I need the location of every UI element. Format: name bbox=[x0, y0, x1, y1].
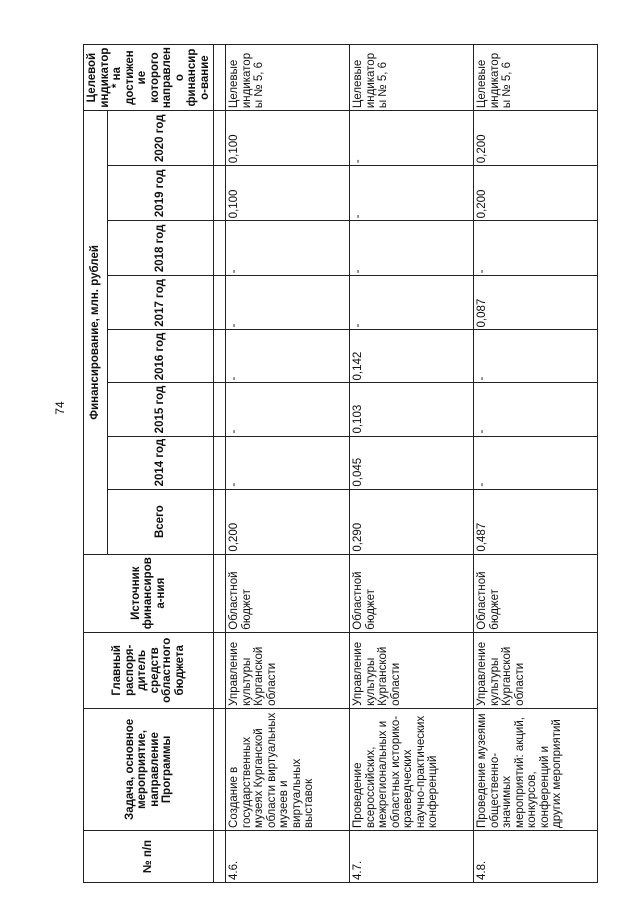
row-num: 4.6. bbox=[226, 830, 350, 882]
header-year-2017: 2017 год bbox=[107, 276, 213, 330]
row-indicator: Целевые индикаторы № 5, 6 bbox=[474, 45, 598, 111]
row-source: Областной бюджет bbox=[350, 554, 474, 632]
header-total: Всего bbox=[107, 489, 213, 554]
row-year-2020: - bbox=[350, 111, 474, 166]
row-manager: Управление культуры Курганской области bbox=[226, 632, 350, 708]
row-year-2019: 0,200 bbox=[474, 166, 598, 221]
row-task: Проведение всероссийских, межрегиональных и областных историко-краеведческих научно-практических конференций bbox=[350, 708, 474, 830]
header-manager: Главный распоря-дитель средств областного бюджета bbox=[84, 632, 214, 708]
row-source: Областной бюджет bbox=[474, 554, 598, 632]
row-source: Областной бюджет bbox=[226, 554, 350, 632]
header-year-2018: 2018 год bbox=[107, 221, 213, 276]
row-manager: Управление культуры Курганской области bbox=[350, 632, 474, 708]
row-year-2016: - bbox=[474, 330, 598, 383]
header-year-2014: 2014 год bbox=[107, 436, 213, 489]
row-indicator: Целевые индикаторы № 5, 6 bbox=[350, 45, 474, 111]
row-indicator: Целевые индикаторы № 5, 6 bbox=[226, 45, 350, 111]
row-year-2020: 0,100 bbox=[226, 111, 350, 166]
row-total: 0,200 bbox=[226, 489, 350, 554]
row-year-2014: - bbox=[474, 436, 598, 489]
header-year-2020: 2020 год bbox=[107, 111, 213, 166]
row-num: 4.8. bbox=[474, 830, 598, 882]
table-row bbox=[350, 45, 474, 883]
row-year-2018: - bbox=[474, 221, 598, 276]
row-year-2017: - bbox=[350, 276, 474, 330]
row-manager: Управление культуры Курганской области bbox=[474, 632, 598, 708]
header-year-2019: 2019 год bbox=[107, 166, 213, 221]
row-task: Создание в государственных музеях Курганской области виртуальных музеев и виртуальных выставок bbox=[226, 708, 350, 830]
header-year-2015: 2015 год bbox=[107, 383, 213, 436]
row-year-2015: 0,103 bbox=[350, 383, 474, 436]
header-num: № п/п bbox=[84, 830, 214, 882]
row-year-2018: - bbox=[350, 221, 474, 276]
row-total: 0,487 bbox=[474, 489, 598, 554]
table-row bbox=[474, 45, 598, 883]
row-num: 4.7. bbox=[350, 830, 474, 882]
row-year-2015: - bbox=[226, 383, 350, 436]
row-year-2020: 0,200 bbox=[474, 111, 598, 166]
header-financing: Финансирование, млн. рублей bbox=[84, 111, 108, 554]
row-year-2014: - bbox=[226, 436, 350, 489]
row-year-2016: 0,142 bbox=[350, 330, 474, 383]
row-year-2016: - bbox=[226, 330, 350, 383]
row-year-2014: 0,045 bbox=[350, 436, 474, 489]
header-task: Задача, основное мероприятие, направление Программы bbox=[84, 708, 214, 830]
header-year-2016: 2016 год bbox=[107, 330, 213, 383]
row-total: 0,290 bbox=[350, 489, 474, 554]
rotated-page-content bbox=[83, 44, 605, 883]
row-year-2019: - bbox=[350, 166, 474, 221]
row-year-2019: 0,100 bbox=[226, 166, 350, 221]
table-row bbox=[226, 45, 350, 883]
header-source: Источник финансирова-ния bbox=[84, 554, 214, 632]
row-year-2015: - bbox=[474, 383, 598, 436]
row-year-2018: - bbox=[226, 221, 350, 276]
row-year-2017: 0,087 bbox=[474, 276, 598, 330]
header-indicator: Целевой индикатор* на достижение которого направлено финансиро-вание bbox=[84, 45, 214, 111]
row-task: Проведение музеями общественно-значимых мероприятий: акций, конкурсов, конференций и других мероприятий bbox=[474, 708, 598, 830]
row-year-2017: - bbox=[226, 276, 350, 330]
program-financing-table bbox=[83, 44, 598, 883]
header-blank-row bbox=[214, 45, 226, 883]
page-number: 74 bbox=[53, 401, 67, 415]
